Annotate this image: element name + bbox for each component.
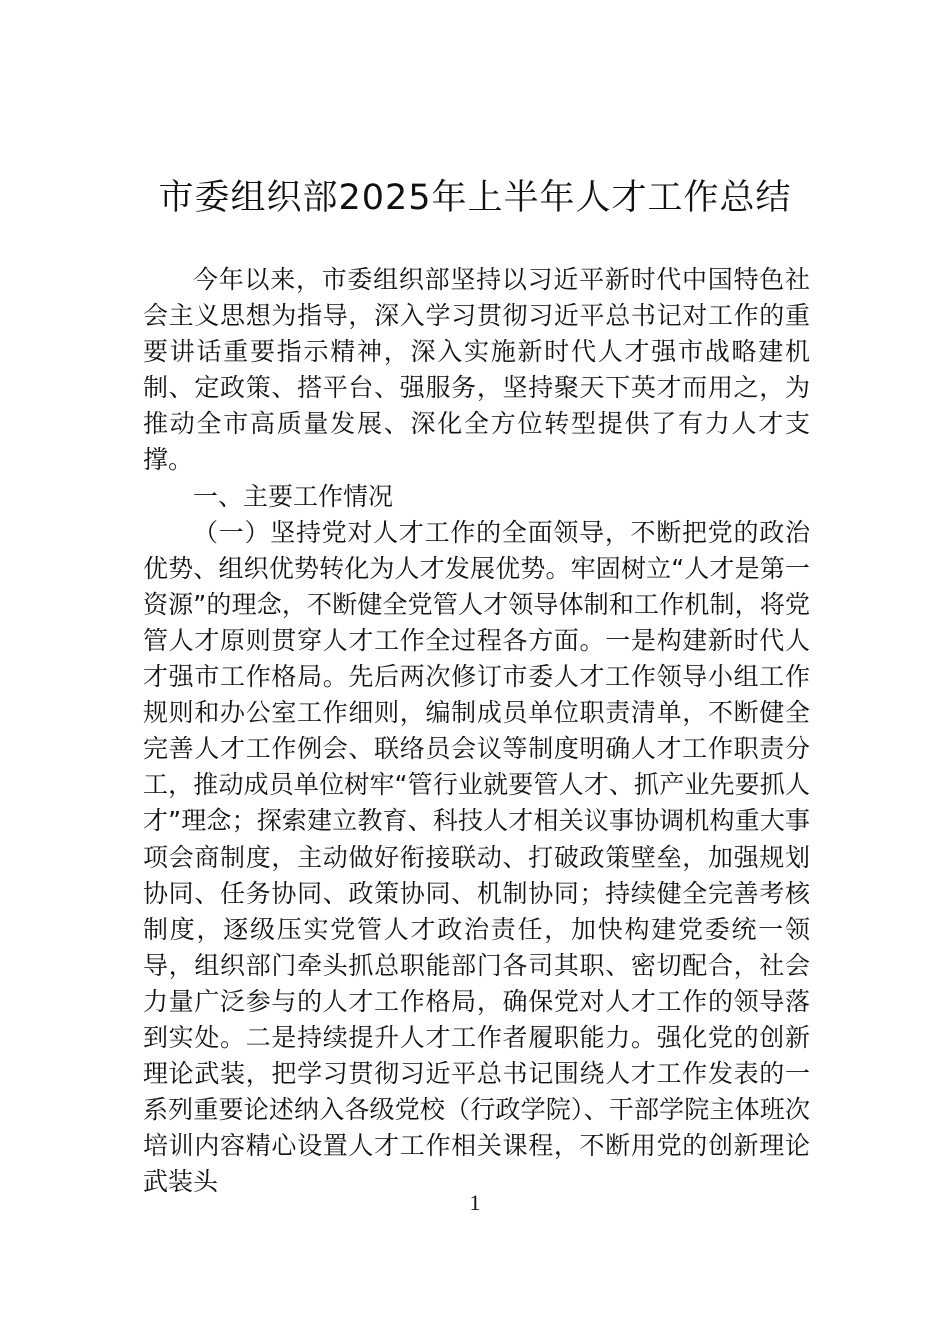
section-heading: 一、主要工作情况 [193,481,394,511]
page-number: 1 [469,1190,481,1215]
section-paragraph: （一）坚持党对人才工作的全面领导，不断把党的政治优势、组织优势转化为人才发展优势。牢固树立“人才是第一资源”的理念，不断健全党管人才领导体制和工作机制，将党管人才原则贯穿人才工作全过程各方面。一是构建新时代人才强市工作格局。先后两次修订市委人才工作领导小组工作规则和办公室工作细则，编制成员单位职责清单，不断健全完善人才工作例会、联络员会议等制度明确人才工作职责分工，推动成员单位树牢“管行业就要管人才、抓产业先要抓人才”理念；探索建立教育、科技人才相关议事协调机构重大事项会商制度，主动做好衔接联动、打破政策壁垒，加强规划协同、任务协同、政策协同、机制协同；持续健全完善考核制度，逐级压实党管人才政治责任，加快构建党委统一领导，组织部门牵头抓总职能部门各司其职、密切配合，社会力量广泛参与的人才工作格局，确保党对人才工作的领导落到实处。二是持续提升人才工作者履职能力。强化党的创新理论武装，把学习贯彻习近平总书记围绕人才工作发表的一系列重要论述纳入各级党校（行政学院）、干部学院主体班次培训内容精心设置人才工作相关课程，不断用党的创新理论武装头 [143,517,810,1197]
document-body [143,262,810,1200]
intro-paragraph: 今年以来，市委组织部坚持以习近平新时代中国特色社会主义思想为指导，深入学习贯彻习近平总书记对工作的重要讲话重要指示精神，深入实施新时代人才强市战略建机制、定政策、搭平台、强服务，坚持聚天下英才而用之，为推动全市高质量发展、深化全方位转型提供了有力人才支撑。 [143,265,810,475]
document-title: 市委组织部2025年上半年人才工作总结 [158,178,792,218]
